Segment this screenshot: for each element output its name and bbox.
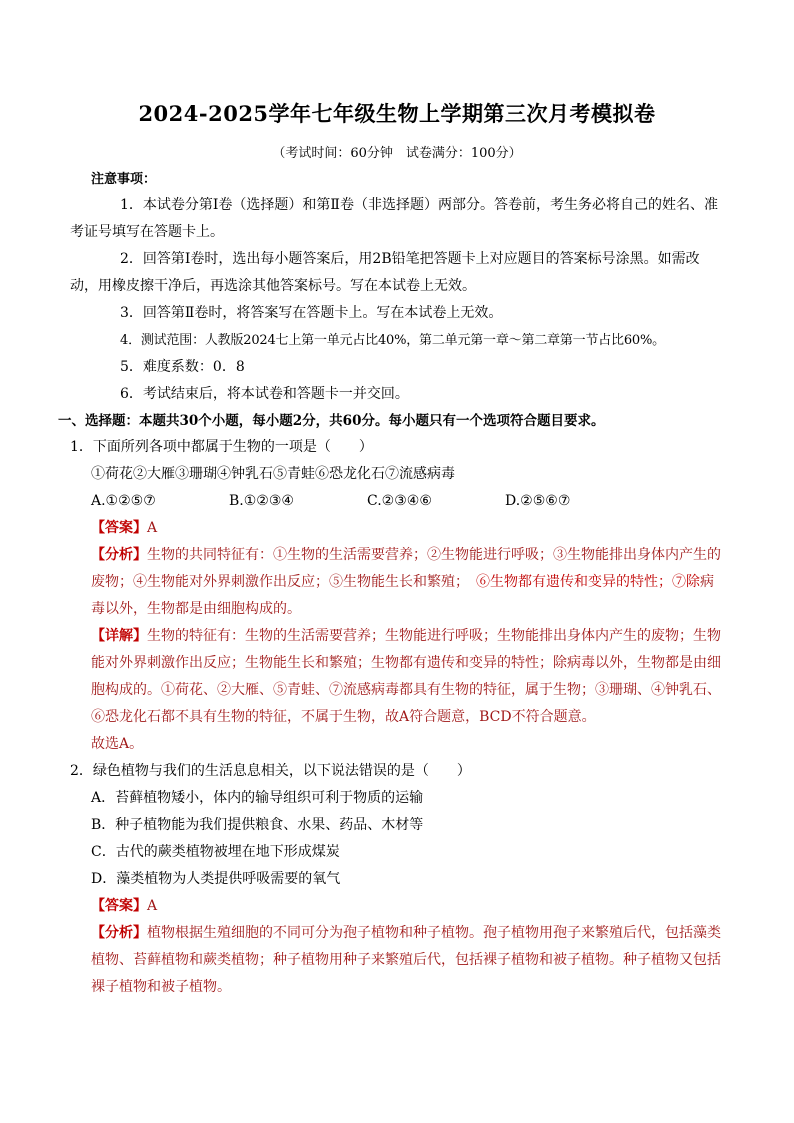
question-stem: 1．下面所列各项中都属于生物的一项是（ ） xyxy=(70,439,373,455)
detail-text: 生物的特征有：生物的生活需要营养；生物能进行呼吸；生物能排出身体内产生的废物；生物能对外界刺激作出反应；生物能生长和繁殖；生物都有遗传和变异的特性；除病毒以外，生物都是由细胞构成的。①荷花、②大雁、⑤青蛙、⑦流感病毒都具有生物的特征，属于生物；③珊瑚、④钟乳石、⑥恐龙化石都不具有生物的特征，不属于生物，故A符合题意，BCD不符合题意。 xyxy=(91,628,721,725)
analysis-text-end: 病毒以外，生物都是由细胞构成的。 xyxy=(91,574,714,617)
option-c: C.②③④⑥ xyxy=(367,493,432,509)
analysis-block xyxy=(70,542,722,623)
analysis-text: 植物根据生殖细胞的不同可分为孢子植物和种子植物。孢子植物用孢子来繁殖后代，包括藻类植物、苔藓植物和蕨类植物；种子植物用种子来繁殖后代，包括裸子植物和被子植物。种子植物又包括裸子植物和被子植物。 xyxy=(91,925,721,995)
exam-info: （考试时间：60分钟 试卷满分：100分） xyxy=(272,146,522,161)
conclusion: 故选A。 xyxy=(91,736,144,752)
answer-line xyxy=(70,893,722,920)
answer-tag: 【答案】 xyxy=(91,898,147,914)
notice-item-4: 4．测试范围：人教版2024七上第一单元占比40%，第二单元第一章～第二章第一节占比60%。 xyxy=(120,333,665,348)
option-row xyxy=(70,488,722,515)
notice-item-2: 2．回答第Ⅰ卷时，选出每小题答案后，用2B铅笔把答题卡上对应题目的答案标号涂黑。如需改动，用橡皮擦干净后，再选涂其他答案标号。写在本试卷上无效。 xyxy=(70,251,700,294)
answer-tag: 【答案】 xyxy=(91,520,147,536)
analysis-text-highlight: ⑥生物都有遗传和变异的特性；⑦除 xyxy=(462,574,700,590)
question-material: ①荷花②大雁③珊瑚④钟乳石⑤青蛙⑥恐龙化石⑦流感病毒 xyxy=(91,466,455,482)
notice-item-3: 3．回答第Ⅱ卷时，将答案写在答题卡上。写在本试卷上无效。 xyxy=(120,305,503,321)
notice-item-1: 1．本试卷分第Ⅰ卷（选择题）和第Ⅱ卷（非选择题）两部分。答卷前，考生务必将自己的姓名、准考证号填写在答题卡上。 xyxy=(70,197,718,240)
question-stem: 2．绿色植物与我们的生活息息相关，以下说法错误的是（ ） xyxy=(70,763,471,779)
answer-value: A xyxy=(147,898,158,914)
answer-value: A xyxy=(147,520,158,536)
question-1 xyxy=(70,434,722,758)
analysis-text: 生物的共同特征有：①生物的生活需要营养；②生物能进行呼吸；③生物能排出身体内产生的废物；④生物能对外界刺激作出反应；⑤生物能生长和繁殖； xyxy=(91,547,721,590)
option-d: D.②⑤⑥⑦ xyxy=(505,493,571,509)
notice-item-6: 6．考试结束后，将本试卷和答题卡一并交回。 xyxy=(120,386,409,402)
option-a: A．苔藓植物矮小，体内的输导组织可利于物质的运输 xyxy=(91,790,424,806)
option-b: B．种子植物能为我们提供粮食、水果、药品、木材等 xyxy=(91,817,424,833)
option-a: A.①②⑤⑦ xyxy=(91,493,156,509)
section-heading: 一、选择题：本题共30个小题，每小题2分，共60分。每小题只有一个选项符合题目要求。 xyxy=(58,413,605,429)
analysis-block xyxy=(70,920,722,1001)
page-title: 2024-2025学年七年级生物上学期第三次月考模拟卷 xyxy=(138,101,656,126)
option-b: B.①②③④ xyxy=(229,493,294,509)
analysis-tag: 【分析】 xyxy=(91,925,147,941)
analysis-tag: 【分析】 xyxy=(91,547,147,563)
option-c: C．古代的蕨类植物被埋在地下形成煤炭 xyxy=(91,844,340,860)
exam-content xyxy=(58,168,722,1001)
option-d: D．藻类植物为人类提供呼吸需要的氧气 xyxy=(91,871,341,887)
question-2 xyxy=(70,758,722,1001)
detail-block xyxy=(70,623,722,731)
answer-line xyxy=(70,515,722,542)
detail-tag: 【详解】 xyxy=(91,628,147,644)
notice-item-5: 5．难度系数：0．8 xyxy=(120,359,245,375)
notice-title: 注意事项： xyxy=(91,172,157,187)
